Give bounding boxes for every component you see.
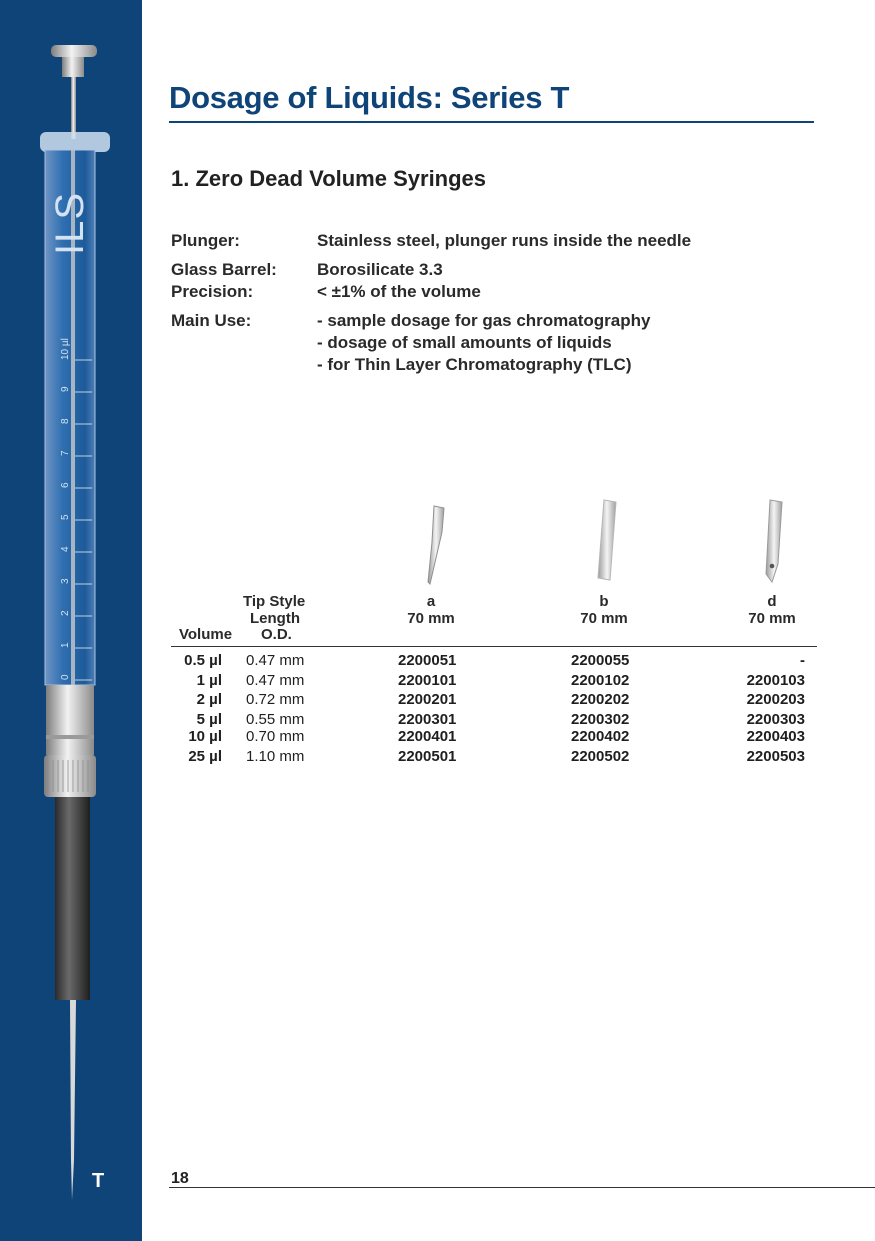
- plunger-rod: [71, 77, 76, 139]
- cell-order-a: 2200101: [398, 672, 457, 689]
- spec-value: Borosilicate 3.3: [317, 260, 443, 279]
- table-divider: [171, 646, 817, 647]
- cell-order-d: 2200103: [746, 672, 805, 689]
- cell-order-a: 2200051: [398, 652, 457, 669]
- table-row: [0, 672, 875, 690]
- column-d-style: d: [767, 593, 777, 610]
- plunger-knob: [51, 45, 97, 57]
- cell-volume: 10 µl: [188, 728, 222, 745]
- column-b-style: b: [599, 593, 609, 610]
- scale-mark: 0: [60, 674, 71, 680]
- cell-order-b: 2200102: [571, 672, 630, 689]
- cell-order-b: 2200055: [571, 652, 630, 669]
- cell-volume: 1 µl: [196, 672, 222, 689]
- sidebar-band: [0, 0, 142, 1241]
- page-title: Dosage of Liquids: Series T: [169, 80, 570, 115]
- scale-mark: 3: [60, 578, 71, 584]
- spec-value: - for Thin Layer Chromatography (TLC): [317, 355, 632, 374]
- cell-order-a: 2200401: [398, 728, 457, 745]
- cell-od: 0.47 mm: [246, 652, 305, 669]
- spec-label: Glass Barrel:: [171, 260, 277, 279]
- spec-label: Plunger:: [171, 231, 240, 250]
- cell-volume: 0.5 µl: [184, 652, 222, 669]
- cell-od: 0.70 mm: [246, 728, 305, 745]
- table-row: [0, 711, 875, 729]
- column-a-length: 70 mm: [407, 610, 455, 627]
- column-a-style: a: [426, 593, 436, 610]
- table-row: [0, 748, 875, 766]
- header-od: O.D.: [261, 626, 292, 643]
- spec-value: < ±1% of the volume: [317, 282, 481, 301]
- cell-order-b: 2200202: [571, 691, 630, 708]
- cell-order-d: 2200303: [746, 711, 805, 728]
- title-divider: [169, 121, 814, 123]
- scale-mark: 7: [60, 450, 71, 456]
- beveled-needle-tip-icon: [420, 502, 450, 588]
- cell-order-b: 2200402: [571, 728, 630, 745]
- column-d-length: 70 mm: [748, 610, 796, 627]
- needle: [70, 1000, 76, 1200]
- cell-order-a: 2200201: [398, 691, 457, 708]
- syringe-illustration: [0, 0, 142, 1241]
- header-length: Length: [250, 610, 300, 627]
- syringe-brand: ILS: [48, 191, 92, 255]
- scale-mark: 10 µl: [60, 338, 71, 360]
- cell-volume: 2 µl: [196, 691, 222, 708]
- side-hole-needle-tip-icon: [760, 498, 790, 584]
- scale-mark: 9: [60, 386, 71, 392]
- cell-od: 1.10 mm: [246, 748, 305, 765]
- cell-order-d: 2200403: [746, 728, 805, 745]
- spec-value: Stainless steel, plunger runs inside the needle: [317, 231, 692, 250]
- barrel-flange: [40, 132, 110, 152]
- cell-order-d: 2200203: [746, 691, 805, 708]
- cell-order-a: 2200501: [398, 748, 457, 765]
- page-number: 18: [171, 1170, 189, 1187]
- cell-od: 0.47 mm: [246, 672, 305, 689]
- scale-mark: 6: [60, 482, 71, 488]
- section-heading: 1. Zero Dead Volume Syringes: [171, 166, 487, 191]
- cell-order-b: 2200502: [571, 748, 630, 765]
- table-row: [0, 691, 875, 709]
- footer-divider: [169, 1187, 875, 1188]
- cell-od: 0.72 mm: [246, 691, 305, 708]
- needle-sleeve: [55, 797, 90, 1000]
- column-b-length: 70 mm: [580, 610, 628, 627]
- cell-od: 0.55 mm: [246, 711, 305, 728]
- cell-volume: 5 µl: [196, 711, 222, 728]
- spec-label: Main Use:: [171, 311, 252, 330]
- table-row: [0, 728, 875, 746]
- scale-mark: 8: [60, 418, 71, 424]
- cell-order-b: 2200302: [571, 711, 630, 728]
- cell-order-a: 2200301: [398, 711, 457, 728]
- table-row: [0, 652, 875, 670]
- scale-mark: 5: [60, 514, 71, 520]
- scale-mark: 2: [60, 610, 71, 616]
- cell-volume: 25 µl: [188, 748, 222, 765]
- section-letter: T: [92, 1170, 105, 1192]
- cell-order-d: 2200503: [746, 748, 805, 765]
- header-volume: Volume: [179, 626, 233, 643]
- scale-mark: 4: [60, 546, 71, 552]
- spec-value: - sample dosage for gas chromatography: [317, 311, 651, 330]
- blunt-needle-tip-icon: [594, 498, 624, 584]
- header-tip-style: Tip Style: [243, 593, 306, 610]
- spec-value: - dosage of small amounts of liquids: [317, 333, 612, 352]
- scale-mark: 1: [60, 642, 71, 648]
- spec-label: Precision:: [171, 282, 254, 301]
- cell-order-d: -: [800, 652, 805, 669]
